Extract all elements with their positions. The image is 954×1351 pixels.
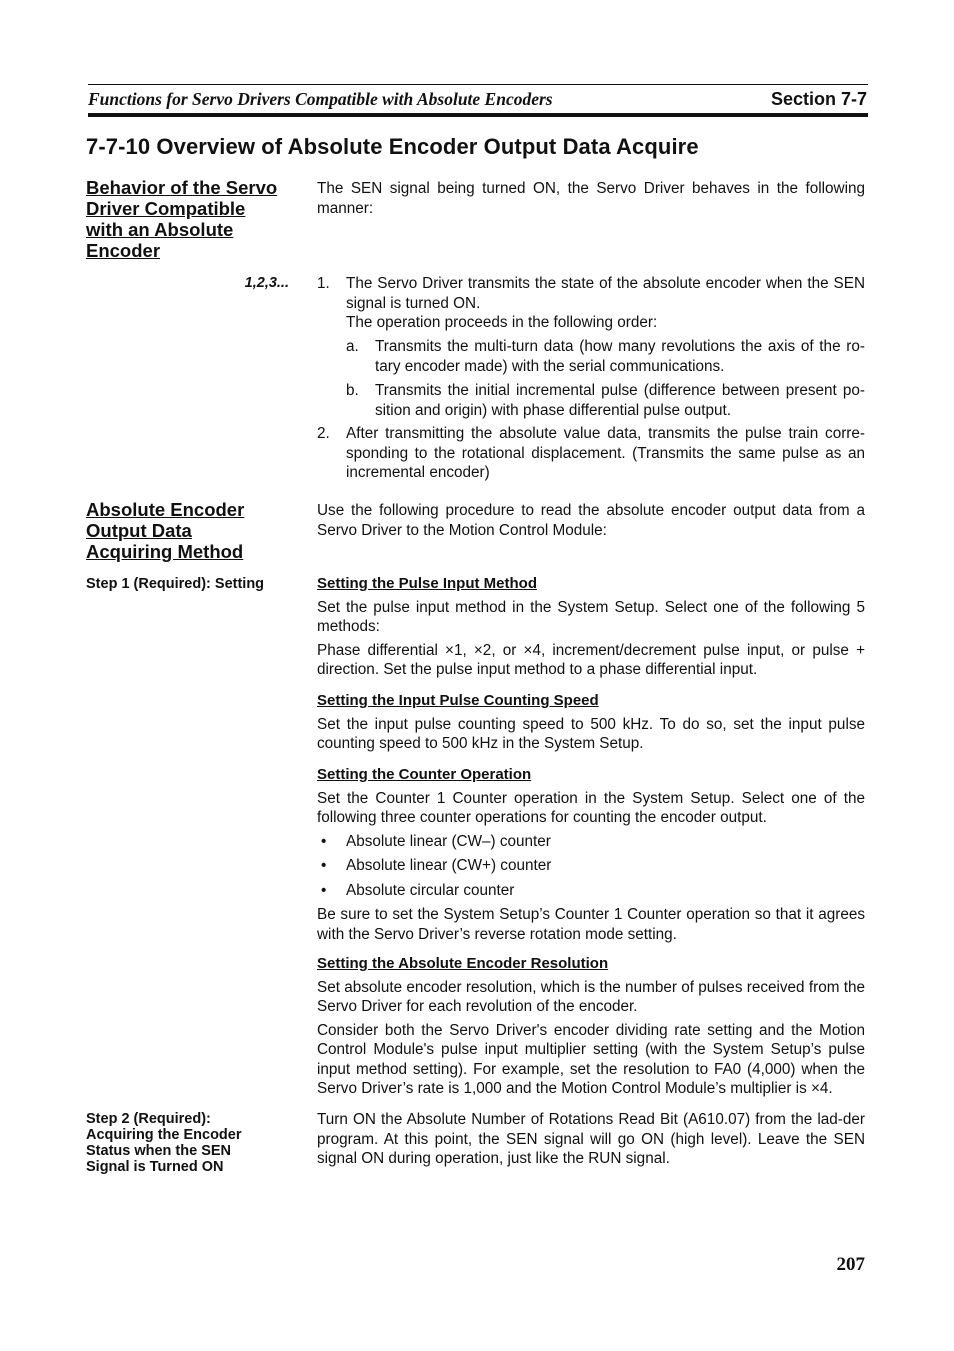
list-item [346, 274, 865, 333]
counter-op-p2: Be sure to set the System Setup’s Counter 1 Counter operation so that it agrees with the Servo Driver’s reverse rotation mode setting. [317, 906, 865, 943]
list-subitem: Transmits the initial incremental pulse (difference between present po-sition and origin) with phase differential pulse output. [375, 382, 865, 419]
resolution-heading: Setting the Absolute Encoder Resolution [317, 955, 609, 972]
acquiring-heading-line: Acquiring Method [86, 541, 244, 562]
behavior-intro: The SEN signal being turned ON, the Servo Driver behaves in the following manner: [317, 180, 865, 217]
pulse-input-p1: Set the pulse input method in the System Setup. Select one of the following 5 methods: [317, 598, 865, 635]
behavior-heading-line: Driver Compatible [86, 198, 246, 219]
step2-text: Turn ON the Absolute Number of Rotations Read Bit (A610.07) from the lad-der program. At this point, the SEN signal will go ON (high level). Leave the SEN signal ON during operation, just like the RUN signal. [317, 1111, 865, 1167]
header-top-rule [88, 84, 868, 85]
acquiring-intro: Use the following procedure to read the absolute encoder output data from a Servo Driver to the Motion Control Module: [317, 502, 865, 539]
list-letter: a. [346, 338, 359, 355]
resolution-p1: Set absolute encoder resolution, which is the number of pulses received from the Servo Driver for each revolution of the encoder. [317, 978, 865, 1015]
section-title: 7-7-10 Overview of Absolute Encoder Output Data Acquire [86, 134, 699, 159]
list-item-text: The Servo Driver transmits the state of the absolute encoder when the SEN signal is turned ON. [346, 275, 865, 312]
acquiring-heading-line: Output Data [86, 520, 192, 541]
acquiring-heading [86, 499, 301, 562]
running-header-title: Functions for Servo Drivers Compatible with Absolute Encoders [88, 89, 553, 109]
behavior-heading-line: Behavior of the Servo [86, 177, 278, 198]
counting-speed-heading: Setting the Input Pulse Counting Speed [317, 692, 599, 709]
resolution-p2: Consider both the Servo Driver's encoder dividing rate setting and the Motion Control Module's pulse input multiplier setting (with the System Setup’s pulse input method setting). For example, set the resolution to FA0 (4,000) when the Servo Driver’s rate is 1,000 and the Motion Control Module’s multiplier is ×4. [317, 1021, 865, 1097]
acquiring-heading-line: Absolute Encoder [86, 499, 245, 520]
step2-label-line: Acquiring the Encoder [86, 1127, 242, 1143]
bullet-marker: • [321, 882, 327, 899]
list-number: 2. [317, 425, 330, 442]
step2-label-line: Step 2 (Required): [86, 1111, 211, 1127]
list-item: After transmitting the absolute value data, transmits the pulse train corre-sponding to the rotational displacement. (Transmits the same pulse as an incremental encoder) [346, 425, 865, 481]
counter-op-p1: Set the Counter 1 Counter operation in the System Setup. Select one of the following three counter operations for counting the encoder output. [317, 789, 865, 826]
pulse-input-p2: Phase differential ×1, ×2, or ×4, increment/decrement pulse input, or pulse + direction. Set the pulse input method to a phase differential input. [317, 641, 865, 678]
list-number: 1. [317, 275, 330, 292]
step2-label [86, 1111, 296, 1175]
list-letter: b. [346, 382, 359, 399]
page-number: 207 [836, 1254, 865, 1275]
behavior-heading-line: Encoder [86, 240, 161, 261]
header-bottom-rule [88, 113, 868, 117]
step2-label-line: Status when the SEN [86, 1143, 232, 1159]
resolution-block [317, 954, 865, 1099]
step2-label-line: Signal is Turned ON [86, 1159, 224, 1175]
bullet-item: Absolute linear (CW–) counter [346, 833, 551, 850]
pulse-input-block [317, 574, 865, 680]
pulse-input-heading: Setting the Pulse Input Method [317, 575, 537, 592]
counter-op-heading: Setting the Counter Operation [317, 766, 532, 783]
counter-op-bullets [317, 832, 865, 907]
bullet-item: Absolute circular counter [346, 882, 515, 899]
bullet-marker: • [321, 857, 327, 874]
counting-speed-p1: Set the input pulse counting speed to 500 kHz. To do so, set the input pulse counting speed to 500 kHz in the System Setup. [317, 715, 865, 752]
behavior-list [317, 274, 865, 489]
step1-label: Step 1 (Required): Setting [86, 576, 265, 592]
behavior-heading [86, 177, 301, 261]
counting-speed-block [317, 691, 865, 754]
list-item-text: The operation proceeds in the following order: [346, 314, 658, 331]
counter-op-block [317, 765, 865, 828]
list-subitem: Transmits the multi-turn data (how many revolutions the axis of the ro-tary encoder made) with the serial communications. [375, 338, 865, 375]
list-label: 1,2,3... [244, 275, 289, 291]
bullet-marker: • [321, 833, 327, 850]
bullet-item: Absolute linear (CW+) counter [346, 857, 552, 874]
behavior-heading-line: with an Absolute [86, 219, 234, 240]
running-header-section: Section 7-7 [770, 89, 867, 109]
